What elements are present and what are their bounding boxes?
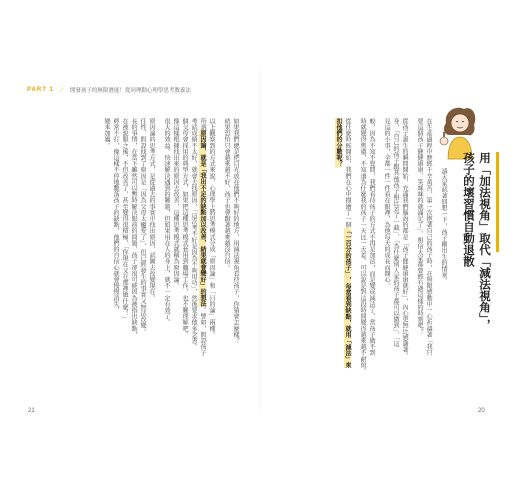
highlight-cause-theory: 原因論，就是「我出不足的缺點加以改善，結果就會變好」的想法	[199, 130, 206, 308]
page-number-right: 20	[478, 408, 485, 414]
left-col-4	[199, 118, 205, 390]
left-col-10: 任性、假設找到了原因是「因為父母太寵愛了」，但已經發生的事實又無法改變。	[139, 118, 146, 335]
right-col-7: 較，因為不知不覺間，我們看待孩子的方式不再是加法，而是變成減法了。當孩子做不到	[368, 118, 375, 356]
right-col-3: 要這個孩子健健康康、笑咪咪的就滿足了」。相信大家都曾經有過這樣的時刻吧？	[416, 118, 423, 335]
page-number-left: 21	[28, 408, 35, 414]
right-col-6: 見這的小事，全都一件一件看在眼裡，為他每天的成長而開心。	[383, 118, 390, 289]
right-col-9-pre: 從什麼時候開始，我們在心中描繪了一個	[344, 118, 351, 228]
right-col-8: 時就變得焦慮，不知道為什麼我的孩子一天比一天差。可以說是對這段時間變得越來越不耐煩。	[359, 118, 366, 375]
left-col-2: 結果恐怕只會越來越不好，孩子也會跟著越來越沒自信。	[223, 118, 230, 271]
section-heading-line-2: 孩子的壞習慣自動退散	[462, 152, 476, 267]
left-col-3: 以上觀察到的方式來說，心理學上將思考模式分成「原因論」和「目的論」兩種。	[208, 118, 215, 338]
left-col-5: 考試成績不太好，就會去找原因，「這次考不好是因為不夠用功」，然後要求他多念書。	[190, 118, 197, 350]
section-heading-line-1: 用「加法視角」取代「減法視角」，	[478, 152, 492, 331]
part-title: 開發孩子的無限潛能！從同理動心理學思考教養法	[69, 87, 191, 94]
right-col-10	[335, 118, 341, 390]
heading-accent-bar	[496, 152, 499, 252]
left-col-6: 個父母會採用的典型方式，如果把這種思考模式套用到職場工作，也不難理解吧。	[181, 118, 188, 338]
left-col-13: 經常不打，像這樣不停地數落孩子的缺點，他們的自信心就會慢慢消失，	[112, 118, 119, 314]
left-col-1: 如果我們總是把目光放在他們不夠好的地方，用減法視角看待孩子，你猜會怎麼樣？	[232, 118, 239, 344]
part-label: PART 1	[27, 86, 54, 93]
header-slash: ／	[58, 87, 65, 94]
right-col-5: 身，「自己的孩子跟其他孩子相比差了一截」、「為什麼別人家的孩子都可以做到」、「這	[392, 118, 399, 347]
left-col-4-pre: 所謂	[199, 118, 206, 131]
page-gutter	[259, 70, 261, 410]
left-col-11: 長的事情，在當下雖然可以暫時解決眼前的問題，孩子卻很可能因為被指出缺點，	[130, 118, 137, 338]
left-col-12: 在被說服之後，不但改善了，甚至變得很積極，「你現在又在那裡做什麼！」	[121, 118, 128, 323]
left-col-4-post: 。譬如，假設孩子	[199, 307, 206, 356]
left-col-14: 變本加厲。	[103, 118, 110, 149]
highlight-deduct-points: 扣他們的分數呢？	[335, 118, 342, 167]
right-col-2: 在生產過程中歷經千辛萬苦，第一次抱著自己的孩子時，在無限感動中一心祈禱著「我只	[425, 118, 432, 356]
left-col-7: 像這樣根據找出來的原因去改善，這種思考模式就稱為原因論。	[172, 118, 179, 289]
right-col-9	[344, 118, 350, 390]
highlight-hundred-point-child: 「一百分的孩子」，每當看到缺點，就用「減法」來	[344, 227, 351, 369]
left-col-8: 很大的效益。快速解決遇到的難題，但如果用在人的身上，就不一定有效了。	[163, 118, 170, 326]
right-col-4: 從孩子誕生的瞬間開始，充滿我們腦海的都是「孩子健健康康就好」，內心更無比感謝著。	[401, 118, 408, 359]
left-col-9: 原因論的思考方式，是從過去的事實中找出原因，試圖去改變現在。	[148, 118, 155, 301]
running-header	[27, 85, 191, 94]
right-col-1: 請大家試著回想一下，孩子剛出生的情景。	[440, 168, 447, 284]
